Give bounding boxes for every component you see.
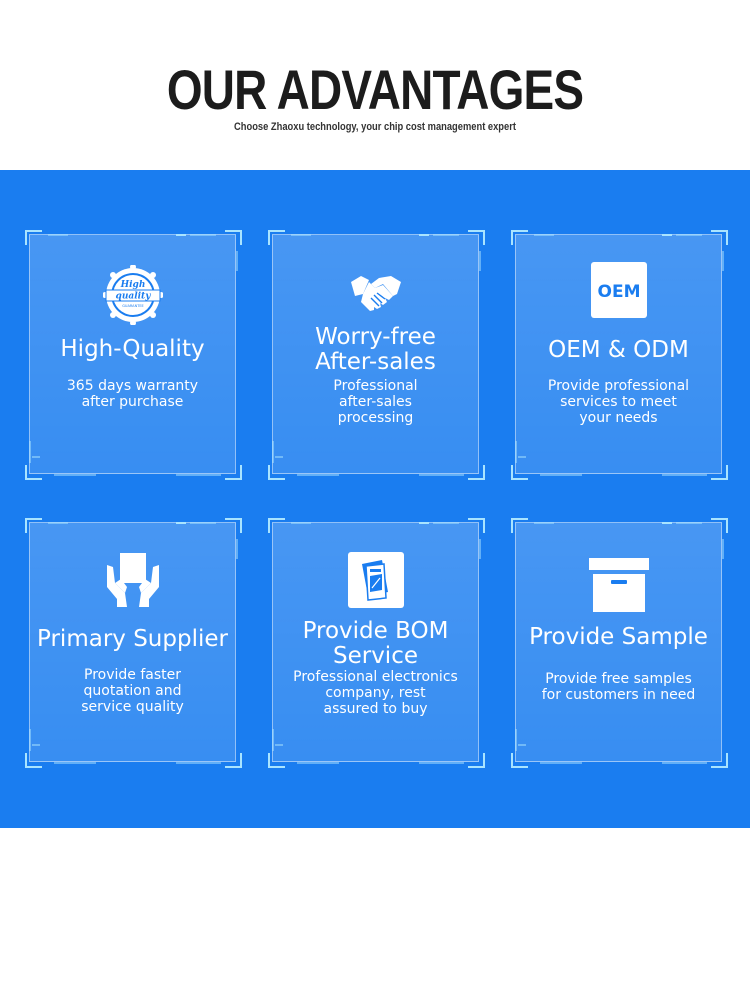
advantage-card-bom-service	[272, 522, 479, 762]
advantage-card-high-quality	[29, 234, 236, 474]
card-title: Primary Supplier	[37, 626, 228, 652]
card-title: Provide BOM Service	[302, 618, 449, 669]
card-title: OEM & ODM	[548, 337, 689, 363]
handshake-icon	[273, 268, 478, 316]
document-icon	[273, 552, 478, 608]
advantages-panel	[0, 170, 750, 828]
card-description: Professional electronics company, rest assured to buy	[293, 669, 458, 717]
section-header	[0, 0, 750, 170]
advantage-card-oem-odm	[515, 234, 722, 474]
svg-text:GUARANTEE: GUARANTEE	[121, 304, 144, 308]
card-description: Provide faster quotation and service quality	[81, 667, 184, 715]
advantage-card-after-sales	[272, 234, 479, 474]
svg-text:High: High	[120, 280, 145, 290]
card-description: 365 days warranty after purchase	[66, 378, 199, 410]
card-title: Provide Sample	[529, 624, 708, 650]
card-title: Worry-free After-sales	[315, 324, 436, 375]
advantage-card-primary-supplier	[29, 522, 236, 762]
svg-text:OEM: OEM	[597, 282, 640, 302]
card-description: Professional after-sales processing	[333, 378, 418, 426]
page-title: OUR ADVANTAGES	[166, 58, 584, 121]
card-description: Provide free samples for customers in need	[541, 671, 696, 703]
page-subtitle: Choose Zhaoxu technology, your chip cost management expert	[234, 121, 516, 133]
card-title: High-Quality	[60, 336, 205, 362]
card-description: Provide professional services to meet your needs	[547, 378, 690, 426]
advantage-card-sample	[515, 522, 722, 762]
archive-box-icon	[516, 558, 721, 612]
svg-text:quality: quality	[115, 291, 150, 302]
quality-seal-icon	[30, 265, 235, 325]
hands-holding-box-icon	[30, 553, 235, 607]
oem-badge-icon	[516, 262, 721, 318]
